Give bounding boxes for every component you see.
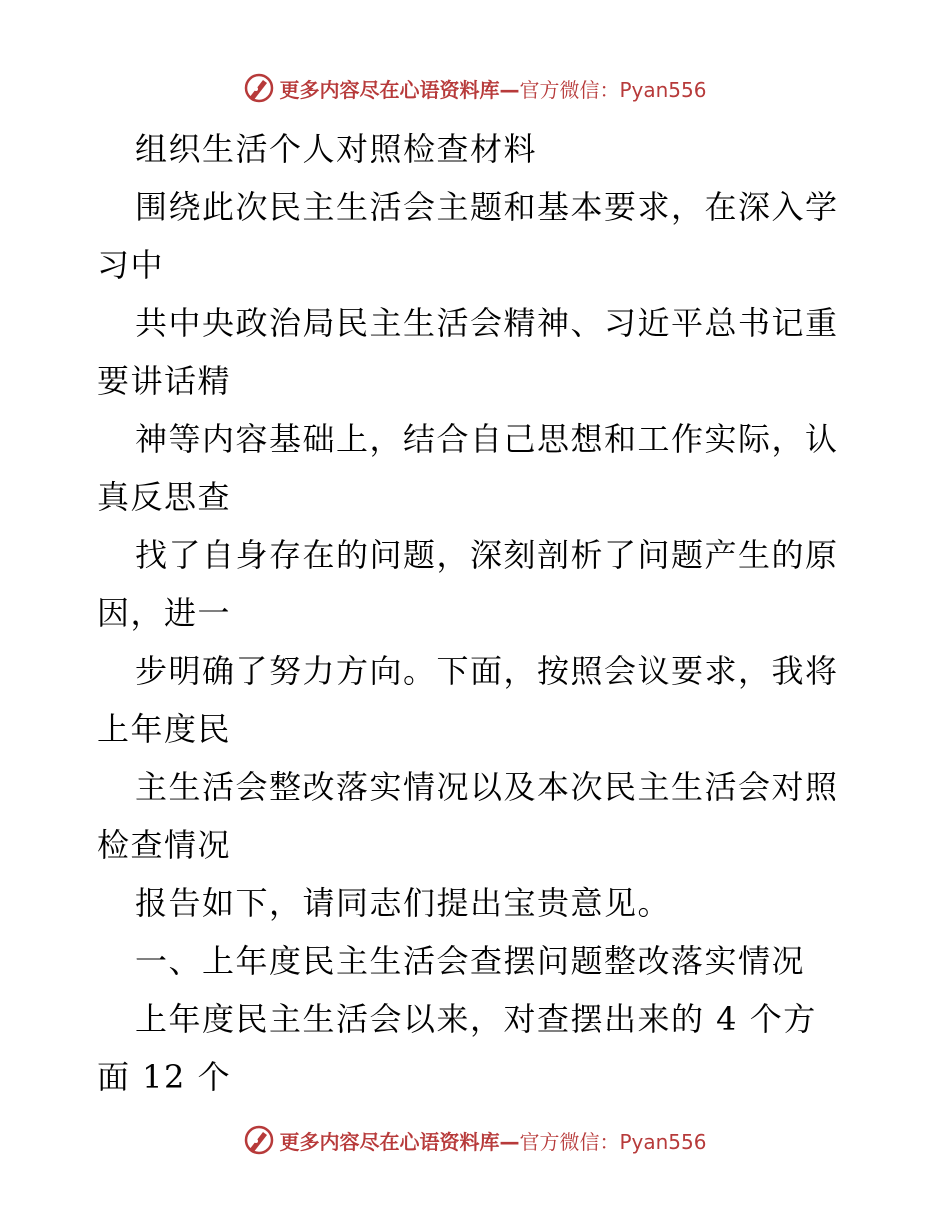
paragraph-line: 真反思查	[97, 478, 232, 516]
document-title: 组织生活个人对照检查材料	[135, 130, 538, 168]
paragraph-line: 找了自身存在的问题，深刻剖析了问题产生的原	[135, 536, 839, 574]
section-heading: 一、上年度民主生活会查摆问题整改落实情况	[135, 942, 806, 980]
header-watermark-banner	[0, 68, 950, 108]
paragraph-line: 要讲话精	[97, 362, 232, 400]
paragraph-line: 检查情况	[97, 826, 232, 864]
paragraph-line: 习中	[97, 246, 165, 284]
banner-dash: —	[499, 1129, 520, 1154]
paragraph-line: 步明确了努力方向。下面，按照会议要求，我将	[135, 652, 839, 690]
banner-wechat-text: 官方微信：Pyan556	[519, 77, 707, 102]
footer-watermark-banner	[0, 1120, 950, 1160]
document-body	[97, 120, 857, 1106]
paragraph-line: 神等内容基础上，结合自己思想和工作实际，认	[135, 420, 839, 458]
banner-main-text: 更多内容尽在心语资料库	[279, 77, 500, 102]
banner-wechat-text: 官方微信：Pyan556	[519, 1129, 707, 1154]
banner-dash: —	[499, 77, 520, 102]
paragraph-line: 报告如下，请同志们提出宝贵意见。	[135, 884, 672, 922]
paragraph-line: 共中央政治局民主生活会精神、习近平总书记重	[135, 304, 839, 342]
paragraph-line: 围绕此次民主生活会主题和基本要求，在深入学	[135, 188, 839, 226]
banner-main-text: 更多内容尽在心语资料库	[279, 1129, 500, 1154]
paragraph-line: 主生活会整改落实情况以及本次民主生活会对照	[135, 768, 839, 806]
pen-circle-logo-icon	[243, 72, 275, 104]
pen-circle-logo-icon	[243, 1124, 275, 1156]
paragraph-line: 因，进一	[97, 594, 232, 632]
paragraph-line: 上年度民	[97, 710, 232, 748]
paragraph-line: 上年度民主生活会以来，对查摆出来的 4 个方	[135, 1000, 817, 1038]
paragraph-line: 面 12 个	[97, 1058, 232, 1096]
